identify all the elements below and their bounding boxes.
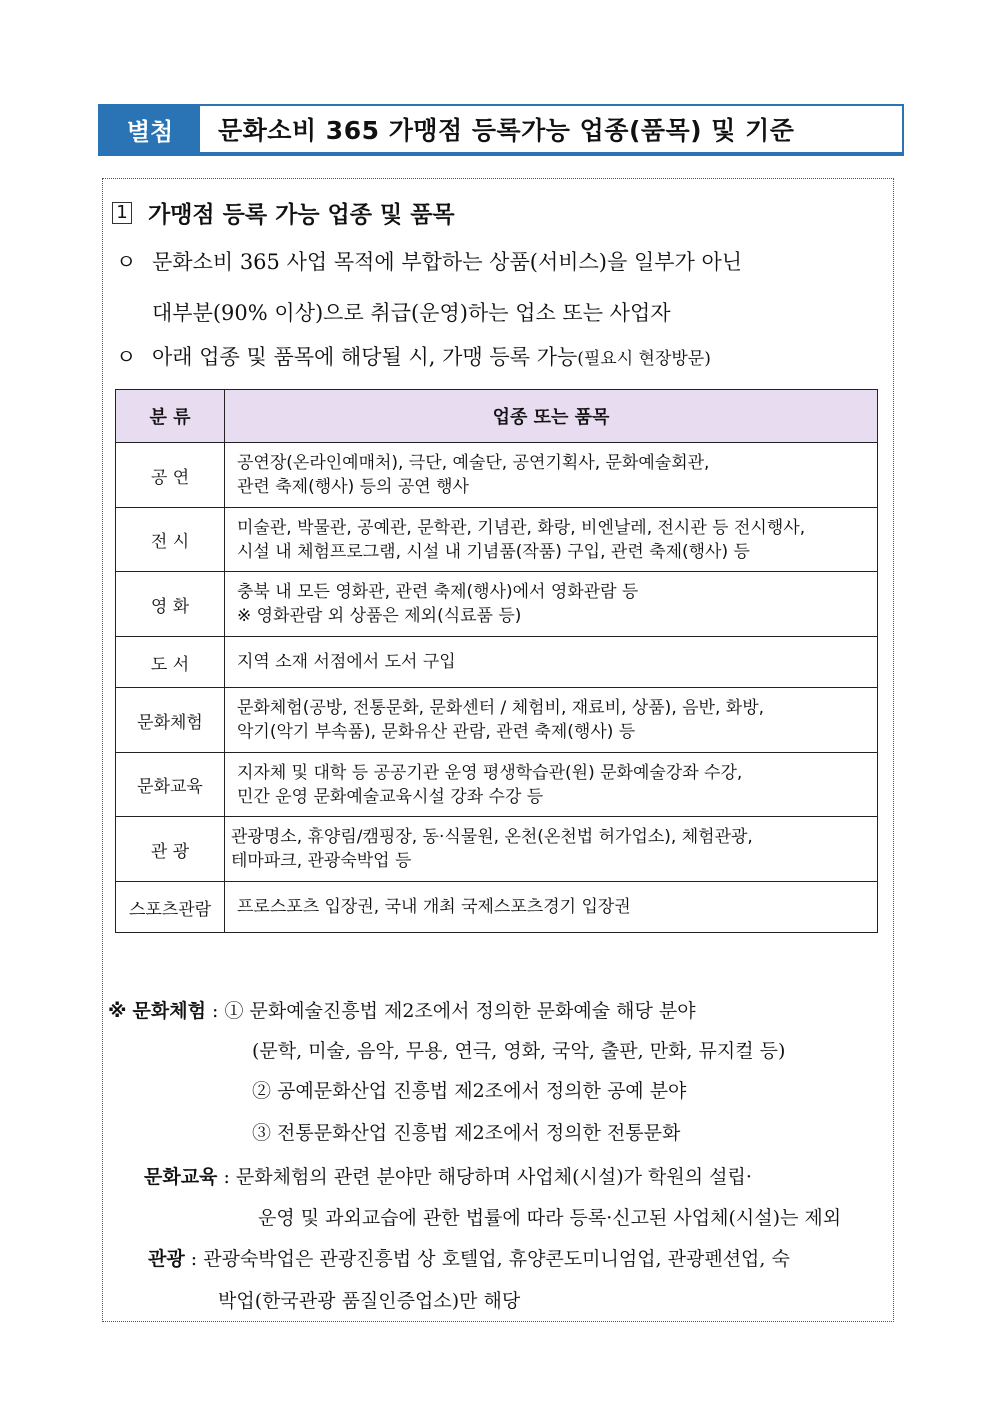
column-header-category: 분 류	[116, 390, 225, 443]
items-line: ※ 영화관람 외 상품은 제외(식료품 등)	[237, 606, 522, 626]
table-row	[116, 508, 878, 572]
bullet-mark: ㅇ	[116, 345, 137, 369]
items-line: 문화체험(공방, 전통문화, 문화센터 / 체험비, 재료비, 상품), 음반, 화방,	[237, 698, 765, 718]
items-line: 악기(악기 부속품), 문화유산 관람, 관련 축제(행사) 등	[237, 722, 636, 742]
category-table	[115, 389, 878, 933]
section-title	[112, 196, 455, 229]
bullet-text: 아래 업종 및 품목에 해당될 시, 가맹 등록 가능	[152, 345, 578, 369]
section-title-text: 가맹점 등록 가능 업종 및 품목	[148, 202, 455, 228]
items-line: 테마파크, 관광숙박업 등	[231, 851, 412, 871]
note-text: 운영 및 과외교습에 관한 법률에 따라 등록·신고된 사업체(시설)는 제외	[258, 1207, 842, 1229]
category-cell: 전 시	[116, 508, 225, 572]
table-row	[116, 637, 878, 688]
items-line: 지역 소재 서점에서 도서 구입	[237, 652, 456, 672]
category-cell: 문화체험	[116, 688, 225, 753]
items-line: 미술관, 박물관, 공예관, 문학관, 기념관, 화랑, 비엔날레, 전시관 등 전시행사,	[237, 517, 806, 538]
items-line: 민간 운영 문화예술교육시설 강좌 수강 등	[237, 786, 544, 807]
note-text: ② 공예문화산업 진흥법 제2조에서 정의한 공예 분야	[252, 1080, 687, 1102]
note-text: 박업(한국관광 품질인증업소)만 해당	[218, 1290, 521, 1312]
section-number: 1	[112, 202, 132, 224]
category-cell: 스포츠관람	[116, 882, 225, 933]
category-cell: 문화교육	[116, 753, 225, 817]
category-cell: 관 광	[116, 817, 225, 882]
column-header-items: 업종 또는 품목	[225, 390, 878, 443]
table-row	[116, 882, 878, 933]
table-row	[116, 688, 878, 753]
note-text: ③ 전통문화산업 진흥법 제2조에서 정의한 전통문화	[252, 1122, 681, 1144]
items-cell	[225, 817, 878, 882]
items-cell	[225, 572, 878, 637]
bullet-item-2	[116, 345, 711, 371]
note-text: : ① 문화예술진흥법 제2조에서 정의한 문화예술 해당 분야	[212, 1000, 696, 1022]
bullet-item-1	[116, 250, 742, 274]
note-label: 관광	[148, 1248, 185, 1270]
items-cell	[225, 753, 878, 817]
items-line: 프로스포츠 입장권, 국내 개최 국제스포츠경기 입장권	[237, 897, 631, 917]
items-cell	[225, 688, 878, 753]
note-mark: ※	[108, 1000, 127, 1022]
note-text: (문학, 미술, 음악, 무용, 연극, 영화, 국악, 출판, 만화, 뮤지컬 등)	[252, 1040, 786, 1062]
table-row	[116, 443, 878, 508]
note-tourism	[148, 1244, 790, 1271]
page-title: 문화소비 365 가맹점 등록가능 업종(품목) 및 기준	[218, 116, 795, 145]
items-cell	[225, 508, 878, 572]
bullet-text: 문화소비 365 사업 목적에 부합하는 상품(서비스)을 일부가 아닌	[152, 250, 743, 274]
items-cell	[225, 882, 878, 933]
bullet-item-1-continuation: 대부분(90% 이상)으로 취급(운영)하는 업소 또는 사업자	[152, 301, 671, 325]
table-row	[116, 817, 878, 882]
category-cell: 영 화	[116, 572, 225, 637]
category-cell: 공 연	[116, 443, 225, 508]
note-culture-experience	[108, 996, 696, 1023]
page-header	[98, 104, 904, 156]
table-row	[116, 753, 878, 817]
note-label: 문화체험	[132, 1000, 206, 1022]
table-row	[116, 572, 878, 637]
items-line: 관광명소, 휴양림/캠핑장, 동·식물원, 온천(온천법 허가업소), 체험관광,	[231, 827, 753, 847]
items-line: 관련 축제(행사) 등의 공연 행사	[237, 477, 469, 497]
attachment-tag: 별첨	[100, 106, 200, 152]
items-line: 시설 내 체험프로그램, 시설 내 기념품(작품) 구입, 관련 축제(행사) 등	[237, 541, 750, 562]
items-line: 지자체 및 대학 등 공공기관 운영 평생학습관(원) 문화예술강좌 수강,	[237, 762, 743, 783]
bullet-mark: ㅇ	[116, 250, 137, 274]
items-line: 공연장(온라인예매처), 극단, 예술단, 공연기획사, 문화예술회관,	[237, 453, 710, 473]
note-text: : 관광숙박업은 관광진흥법 상 호텔업, 휴양콘도미니엄업, 관광펜션업, 숙	[190, 1248, 790, 1270]
note-culture-education	[144, 1162, 752, 1189]
items-cell	[225, 637, 878, 688]
note-label: 문화교육	[144, 1166, 218, 1188]
items-cell	[225, 443, 878, 508]
note-text: : 문화체험의 관련 분야만 해당하며 사업체(시설)가 학원의 설립·	[223, 1166, 752, 1188]
bullet-note: (필요시 현장방문)	[577, 349, 711, 369]
table-header-row	[116, 390, 878, 443]
category-cell: 도 서	[116, 637, 225, 688]
items-line: 충북 내 모든 영화관, 관련 축제(행사)에서 영화관람 등	[237, 582, 639, 602]
